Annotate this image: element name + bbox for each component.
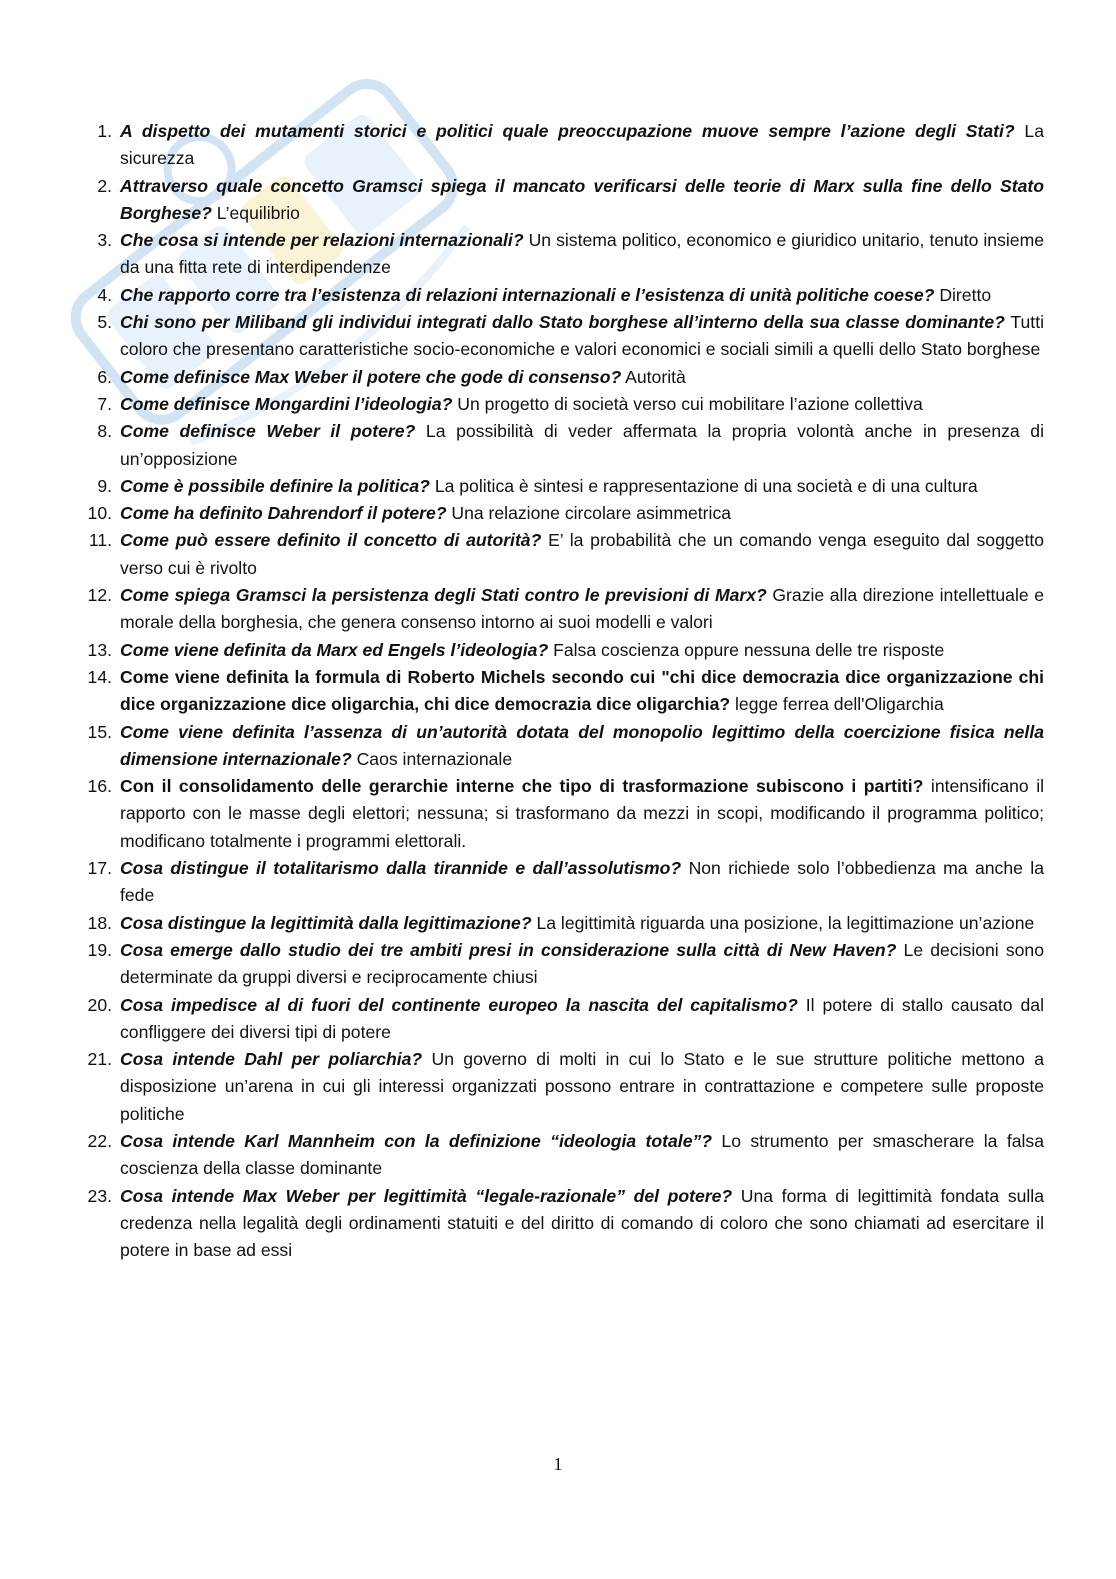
item-number: 20. <box>87 994 112 1015</box>
answer-text: Caos internazionale <box>356 748 513 769</box>
item-number: 4. <box>97 284 112 305</box>
question-text: Cosa intende Dahl per poliarchia? <box>120 1049 423 1070</box>
qa-item <box>82 364 1044 391</box>
question-text: Come viene definita la formula di Roberto Michels secondo cui "chi dice democrazia dice organizzazione chi dice organizzazione dice oligarchia, chi dice democrazia dice oligarchia? <box>120 666 1044 715</box>
answer-text: intensificano il rapporto con le masse degli elettori; nessuna; si trasformano da mezzi in scopi, modificando il programma politico; modificano totalmente i programmi elettorali. <box>120 776 1045 851</box>
item-number: 19. <box>87 939 112 960</box>
question-text: Cosa distingue la legittimità dalla legittimazione? <box>120 912 532 933</box>
question-text: Cosa impedisce al di fuori del continente europeo la nascita del capitalismo? <box>120 994 798 1015</box>
qa-item <box>82 937 1044 992</box>
item-number: 7. <box>97 393 112 414</box>
question-text: Come definisce Weber il potere? <box>120 421 416 442</box>
item-number: 15. <box>87 721 112 742</box>
question-text: Che rapporto corre tra l’esistenza di relazioni internazionali e l’esistenza di unità politiche coese? <box>120 284 935 305</box>
question-text: Attraverso quale concetto Gramsci spiega il mancato verificarsi delle teorie di Marx sulla fine dello Stato Borghese? <box>120 175 1044 223</box>
question-text: Come viene definita l’assenza di un’autorità dotata del monopolio legittimo della coercizione fisica nella dimensione internazionale? <box>120 721 1044 769</box>
question-text: Come ha definito Dahrendorf il potere? <box>120 503 447 524</box>
qa-item <box>82 1046 1044 1128</box>
question-text: Come definisce Max Weber il potere che gode di consenso? <box>120 366 622 387</box>
item-number: 5. <box>97 312 112 333</box>
answer-text: Le decisioni sono determinate da gruppi diversi e reciprocamente chiusi <box>120 939 1044 988</box>
item-number: 22. <box>87 1130 112 1151</box>
qa-item <box>82 309 1044 364</box>
qa-item <box>82 1183 1044 1265</box>
item-number: 14. <box>87 666 112 687</box>
question-answer-list <box>82 118 1044 1264</box>
answer-text: Diretto <box>939 284 992 305</box>
item-number: 13. <box>87 639 112 660</box>
qa-item <box>82 1128 1044 1183</box>
answer-text: Non richiede solo l’obbedienza ma anche la fede <box>120 858 1044 906</box>
question-text: Chi sono per Miliband gli individui integrati dallo Stato borghese all’interno della sua classe dominante? <box>120 312 1005 333</box>
item-number: 11. <box>88 530 112 551</box>
qa-item <box>82 527 1044 582</box>
answer-text: Una forma di legittimità fondata sulla credenza nella legalità degli ordinamenti statuiti e del diritto di comando di coloro che sono chiamati ad esercitare il potere in base ad essi <box>120 1185 1044 1261</box>
answer-text: Tutti coloro che presentano caratteristiche socio-economiche e valori economici e sociali simili a quelli dello Stato borghese <box>120 312 1044 360</box>
qa-item <box>82 855 1044 910</box>
question-text: Cosa intende Karl Mannheim con la definizione “ideologia totale”? <box>120 1130 713 1151</box>
answer-text: L’equilibrio <box>216 202 300 223</box>
item-number: 18. <box>87 912 112 933</box>
qa-item <box>82 473 1044 500</box>
answer-text: La legittimità riguarda una posizione, la legittimazione un’azione <box>536 912 1035 933</box>
item-number: 2. <box>97 175 112 196</box>
qa-item <box>82 173 1044 228</box>
answer-text: Una relazione circolare asimmetrica <box>451 503 732 524</box>
question-text: Come viene definita da Marx ed Engels l’ideologia? <box>120 639 549 660</box>
question-text: Come definisce Mongardini l’ideologia? <box>120 393 453 414</box>
item-number: 1. <box>97 121 112 141</box>
item-number: 16. <box>87 776 112 797</box>
item-number: 23. <box>87 1185 112 1206</box>
answer-text: Lo strumento per smascherare la falsa coscienza della classe dominante <box>120 1130 1044 1179</box>
item-number: 9. <box>97 475 112 496</box>
qa-item <box>82 773 1044 855</box>
answer-text: La sicurezza <box>120 121 1044 169</box>
qa-item <box>82 719 1044 774</box>
answer-text: La politica è sintesi e rappresentazione di una società e di una cultura <box>434 475 978 496</box>
question-text: Che cosa si intende per relazioni internazionali? <box>120 230 524 251</box>
qa-item <box>82 391 1044 418</box>
answer-text: La possibilità di veder affermata la propria volontà anche in presenza di un’opposizione <box>120 421 1044 469</box>
question-text: Come può essere definito il concetto di autorità? <box>120 530 542 551</box>
qa-item <box>82 118 1044 173</box>
qa-item <box>82 282 1044 309</box>
answer-text: Un progetto di società verso cui mobilitare l’azione collettiva <box>457 393 923 414</box>
answer-text: Autorità <box>625 366 686 387</box>
qa-item <box>82 664 1044 719</box>
question-text: Come è possibile definire la politica? <box>120 475 430 496</box>
question-text: A dispetto dei mutamenti storici e politici quale preoccupazione muove sempre l’azione degli Stati? <box>120 121 1015 141</box>
page-number: 1 <box>553 1454 563 1474</box>
question-text: Come spiega Gramsci la persistenza degli Stati contro le previsioni di Marx? <box>120 585 767 606</box>
qa-item <box>82 418 1044 473</box>
answer-text: Il potere di stallo causato dal confliggere dei diversi tipi di potere <box>120 994 1044 1042</box>
question-text: Cosa emerge dallo studio dei tre ambiti presi in considerazione sulla città di New Haven? <box>120 939 897 960</box>
question-text: Con il consolidamento delle gerarchie interne che tipo di trasformazione subiscono i partiti? <box>120 776 924 797</box>
qa-item <box>82 500 1044 527</box>
answer-text: Falsa coscienza oppure nessuna delle tre risposte <box>553 639 945 660</box>
item-number: 21. <box>87 1049 112 1070</box>
item-number: 3. <box>97 230 112 251</box>
item-number: 10. <box>87 503 112 524</box>
item-number: 12. <box>87 585 112 606</box>
answer-text: Un sistema politico, economico e giuridico unitario, tenuto insieme da una fitta rete di interdipendenze <box>120 230 1045 278</box>
qa-item <box>82 582 1044 637</box>
qa-item <box>82 227 1044 282</box>
qa-item <box>82 910 1044 937</box>
qa-item <box>82 992 1044 1047</box>
answer-text: legge ferrea dell'Oligarchia <box>735 694 944 715</box>
question-text: Cosa distingue il totalitarismo dalla tirannide e dall’assolutismo? <box>120 858 682 879</box>
answer-text: Un governo di molti in cui lo Stato e le sue strutture politiche mettono a disposizione un’arena in cui gli interessi organizzati possono entrare in contrattazione e competere sulle proposte politiche <box>120 1049 1044 1124</box>
question-text: Cosa intende Max Weber per legittimità “legale-razionale” del potere? <box>120 1185 733 1206</box>
answer-text: E’ la probabilità che un comando venga eseguito dal soggetto verso cui è rivolto <box>120 530 1045 578</box>
item-number: 8. <box>97 421 112 442</box>
qa-item <box>82 637 1044 664</box>
answer-text: Grazie alla direzione intellettuale e morale della borghesia, che genera consenso intorno ai suoi modelli e valori <box>120 585 1045 633</box>
item-number: 6. <box>97 366 112 387</box>
item-number: 17. <box>87 858 112 879</box>
